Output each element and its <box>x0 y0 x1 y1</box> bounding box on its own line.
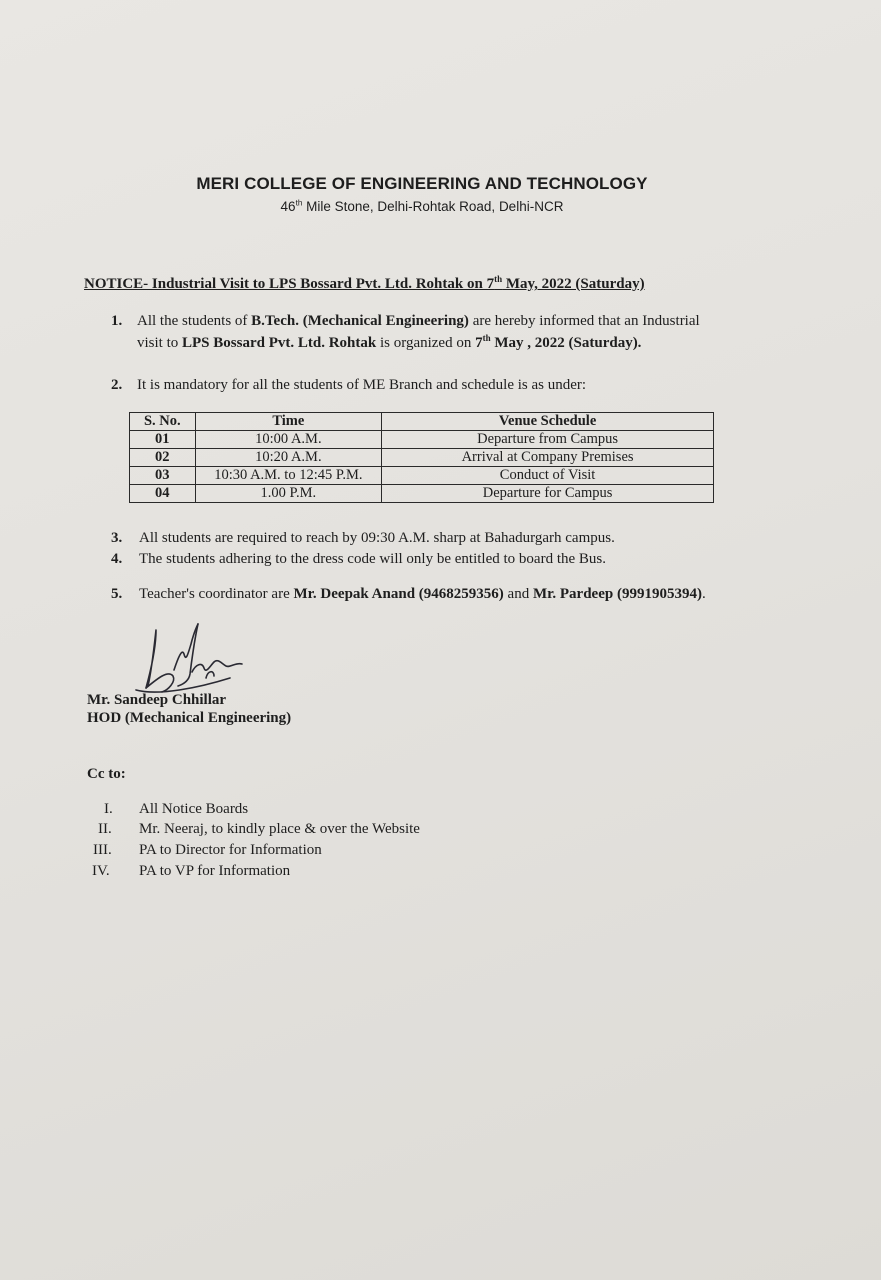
cell-time: 10:20 A.M. <box>195 449 382 467</box>
schedule-header-row <box>130 413 714 431</box>
cell-time: 10:30 A.M. to 12:45 P.M. <box>195 467 382 485</box>
cell-sno: 03 <box>130 467 196 485</box>
cc-label: Cc to: <box>87 766 126 782</box>
table-row <box>130 449 714 467</box>
college-address: 46th Mile Stone, Delhi-Rohtak Road, Delhi-NCR <box>280 198 564 214</box>
cell-venue: Arrival at Company Premises <box>382 449 714 467</box>
cc-item-number: II. <box>98 821 112 837</box>
cc-item-number: I. <box>104 801 113 817</box>
item-3-number: 3. <box>111 530 123 546</box>
cell-sno: 02 <box>130 449 196 467</box>
cell-time: 1.00 P.M. <box>195 485 382 503</box>
cc-item-number: IV. <box>92 863 110 879</box>
signatory-name: Mr. Sandeep Chhillar <box>87 692 227 708</box>
table-row <box>130 431 714 449</box>
cc-item-text: PA to VP for Information <box>139 863 291 879</box>
item-2-number: 2. <box>111 377 123 393</box>
notice-title: NOTICE- Industrial Visit to LPS Bossard Pvt. Ltd. Rohtak on 7th May, 2022 (Saturday) <box>84 274 645 292</box>
cc-item-text: All Notice Boards <box>139 801 249 817</box>
item-3-text: All students are required to reach by 09:30 A.M. sharp at Bahadurgarh campus. <box>139 530 615 546</box>
schedule-table <box>129 412 714 503</box>
item-5-number: 5. <box>111 586 123 602</box>
col-header-sno: S. No. <box>130 413 196 431</box>
item-5-text: Teacher's coordinator are Mr. Deepak Anand (9468259356) and Mr. Pardeep (9991905394). <box>139 586 706 602</box>
col-header-venue: Venue Schedule <box>382 413 714 431</box>
col-header-time: Time <box>195 413 382 431</box>
item-1-number: 1. <box>111 313 123 329</box>
cc-item-text: PA to Director for Information <box>139 842 322 858</box>
signatory-designation: HOD (Mechanical Engineering) <box>87 710 292 726</box>
item-2-text: It is mandatory for all the students of ME Branch and schedule is as under: <box>137 377 587 393</box>
item-4-text: The students adhering to the dress code will only be entitled to board the Bus. <box>139 551 606 567</box>
cc-item-number: III. <box>93 842 112 858</box>
table-row <box>130 485 714 503</box>
cell-venue: Conduct of Visit <box>382 467 714 485</box>
college-name: MERI COLLEGE OF ENGINEERING AND TECHNOLOGY <box>196 174 648 193</box>
cell-venue: Departure for Campus <box>382 485 714 503</box>
cell-time: 10:00 A.M. <box>195 431 382 449</box>
item-1-line-2: visit to LPS Bossard Pvt. Ltd. Rohtak is organized on 7th May , 2022 (Saturday). <box>137 333 642 351</box>
item-4-number: 4. <box>111 551 123 567</box>
item-1-line-1: All the students of B.Tech. (Mechanical Engineering) are hereby informed that an Industrial <box>137 313 700 329</box>
table-row <box>130 467 714 485</box>
cell-sno: 04 <box>130 485 196 503</box>
cc-item-text: Mr. Neeraj, to kindly place & over the Website <box>139 821 420 837</box>
cell-sno: 01 <box>130 431 196 449</box>
cell-venue: Departure from Campus <box>382 431 714 449</box>
